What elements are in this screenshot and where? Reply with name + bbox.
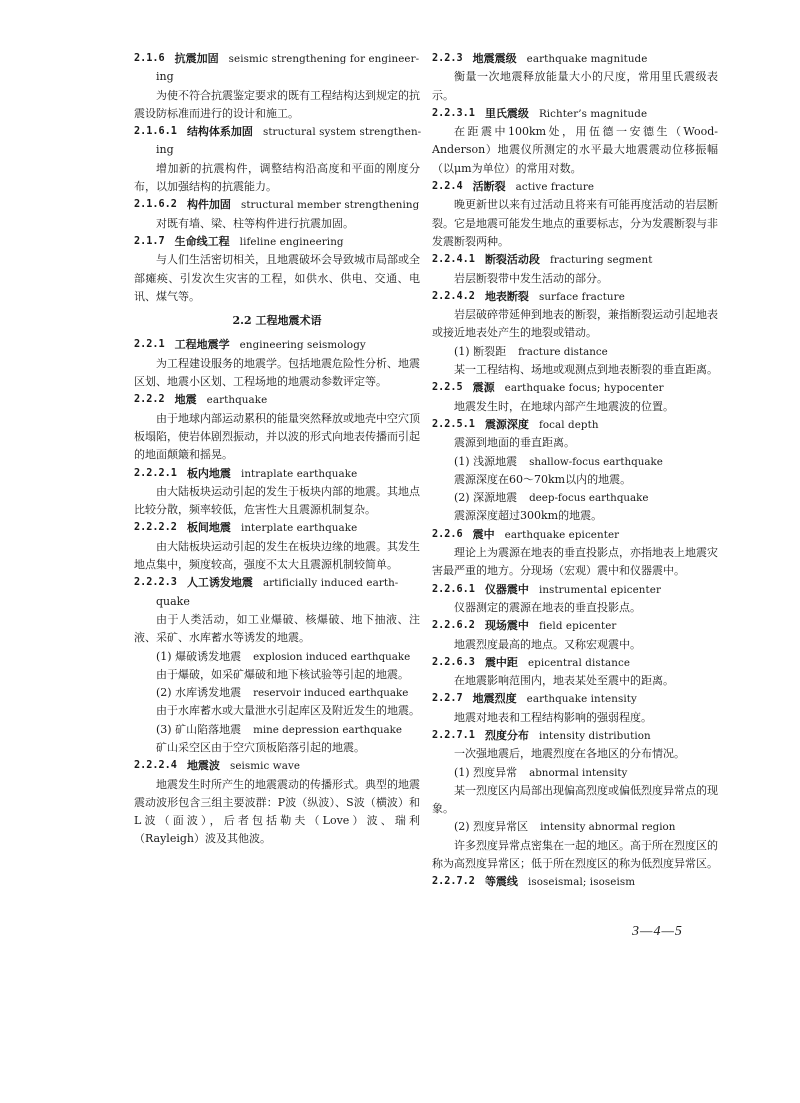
term-heading [432, 581, 718, 599]
term-chinese: 现场震中 [484, 619, 529, 633]
definition-paragraph: 一次强地震后，地震烈度在各地区的分布情况。 [454, 747, 685, 761]
definition-paragraph: 晚更新世以来有过活动且将来有可能再度活动的岩层断裂。它是地震可能发生地点的重要标志，分为发震断裂与非发震断裂两种。 [432, 198, 718, 248]
term-english: surface fracture [538, 290, 625, 303]
term-number: 2.2.2 [134, 394, 165, 406]
term-number: 2.2.1 [134, 339, 165, 351]
term-chinese: 板内地震 [186, 466, 231, 480]
term-english: isoseismal; isoseism [527, 876, 636, 889]
term-heading [432, 251, 718, 269]
term-english: focal depth [538, 418, 599, 431]
term-heading [432, 105, 718, 123]
term-heading [432, 416, 718, 434]
sub-term-english: abnormal intensity [529, 766, 628, 779]
term-heading [432, 379, 718, 397]
definition-paragraph: 由于爆破，如采矿爆破和地下核试验等引起的地震。 [156, 667, 409, 681]
definition-paragraph: 对既有墙、梁、柱等构件进行抗震加固。 [156, 216, 354, 230]
term-heading [432, 690, 718, 708]
definition-paragraph: 岩层断裂带中发生活动的部分。 [454, 271, 608, 285]
definition-paragraph: 增加新的抗震构件，调整结构沿高度和平面的刚度分布，以加强结构的抗震能力。 [134, 161, 420, 194]
term-english: active fracture [515, 181, 595, 194]
term-chinese: 里氏震级 [484, 106, 529, 120]
term-number: 2.2.2.1 [134, 467, 177, 479]
term-chinese: 工程地震学 [174, 338, 230, 352]
definition-paragraph: ing [156, 70, 174, 84]
sub-term-label: (1) 浅源地震 [454, 454, 518, 468]
term-number: 2.1.6.2 [134, 199, 177, 211]
term-chinese: 活断裂 [472, 180, 506, 194]
term-english: earthquake intensity [526, 693, 637, 706]
term-number: 2.2.6.2 [432, 620, 475, 632]
term-english: fracturing segment [549, 254, 653, 267]
sub-term-label: (3) 矿山陷落地震 [156, 722, 242, 736]
term-number: 2.2.7 [432, 693, 463, 705]
term-chinese: 生命线工程 [174, 234, 230, 248]
term-english: artificially induced earth- [262, 577, 399, 590]
sub-term-english: explosion induced earthquake [253, 650, 411, 663]
sub-term-label: (1) 断裂距 [454, 344, 507, 358]
term-english: seismic wave [229, 760, 301, 773]
sub-term [432, 453, 718, 471]
term-heading [432, 654, 718, 672]
definition-paragraph: 地震对地表和工程结构影响的强弱程度。 [454, 710, 652, 724]
definition-paragraph: 为使不符合抗震鉴定要求的既有工程结构达到规定的抗震设防标准而进行的设计和施工。 [134, 88, 420, 120]
definition-paragraph: ing [156, 143, 174, 157]
term-heading [134, 574, 420, 592]
definition-paragraph: 为工程建设服务的地震学。包括地震危险性分析、地震区划、地震小区划、工程场地的地震动参数评定等。 [134, 356, 420, 389]
term-english: earthquake epicenter [504, 528, 620, 541]
term-english: seismic strengthening for engineer- [228, 53, 420, 65]
term-chinese: 结构体系加固 [186, 125, 253, 139]
term-number: 2.2.2.4 [134, 760, 177, 772]
term-number: 2.2.2.3 [134, 577, 177, 589]
sub-term-label: (2) 烈度异常区 [454, 820, 529, 834]
sub-term-label: (2) 深源地震 [454, 491, 518, 505]
term-heading [432, 727, 718, 745]
term-heading [134, 50, 420, 68]
definition-paragraph: 震源到地面的垂直距离。 [454, 436, 575, 450]
term-english: intensity distribution [538, 729, 651, 742]
term-chinese: 地表断裂 [484, 289, 529, 303]
term-number: 2.2.3 [432, 53, 463, 64]
term-number: 2.1.6 [134, 53, 165, 64]
definition-paragraph: 与人们生活密切相关，且地震破坏会导致城市局部或全部瘫痪、引发次生灾害的工程，如供水、供电、交通、电讯、煤气等。 [134, 253, 420, 303]
term-english: lifeline engineering [239, 235, 344, 248]
term-number: 2.2.5 [432, 382, 463, 394]
definition-paragraph: 由大陆板块运动引起的发生于板块内部的地震。其地点比较分散，频率较低，危害性大且震源机制复杂。 [134, 484, 420, 517]
term-number: 2.1.6.1 [134, 126, 177, 138]
definition-paragraph: 许多烈度异常点密集在一起的地区。高于所在烈度区的称为高烈度异常区；低于所在烈度区的称为低烈度异常区。 [432, 838, 718, 871]
term-number: 2.2.2.2 [134, 522, 177, 534]
term-number: 2.2.4.2 [432, 290, 475, 302]
term-chinese: 构件加固 [186, 198, 231, 212]
definition-paragraph: 矿山采空区由于空穴顶板陷落引起的地震。 [156, 740, 365, 754]
definition-paragraph: 在距震中100km处，用伍德一安德生（Wood-Anderson）地震仪所测定的水平最大地震震动位移振幅（以μm为单位）的常用对数。 [432, 125, 718, 175]
term-heading [134, 123, 420, 141]
term-chinese: 震源深度 [484, 417, 529, 431]
term-heading [134, 519, 420, 537]
term-chinese: 人工诱发地震 [186, 576, 253, 590]
term-heading [432, 617, 718, 635]
term-heading [432, 288, 718, 306]
definition-paragraph: 仪器测定的震源在地表的垂直投影点。 [454, 600, 641, 614]
definition-paragraph: 地震烈度最高的地点。又称宏观震中。 [454, 637, 641, 651]
definition-paragraph: 由于水库蓄水或大量泄水引起库区及附近发生的地震。 [156, 704, 420, 718]
term-english: earthquake focus; hypocenter [504, 382, 664, 395]
section-heading: 2.2 工程地震术语 [232, 314, 322, 328]
sub-term [432, 489, 718, 507]
term-chinese: 震中 [472, 527, 495, 541]
definition-paragraph: 某一工程结构、场地或观测点到地表断裂的垂直距离。 [454, 363, 718, 377]
sub-term-english: mine depression earthquake [253, 723, 403, 736]
term-number: 2.2.6.1 [432, 583, 475, 595]
sub-term [432, 764, 718, 782]
term-english: structural system strengthen- [262, 126, 422, 139]
definition-paragraph: 在地震影响范围内，地表某处至震中的距离。 [454, 674, 674, 688]
term-english: epicentral distance [527, 656, 631, 669]
sub-term-english: reservoir induced earthquake [253, 687, 409, 700]
term-english: Richter’s magnitude [538, 107, 648, 120]
term-number: 2.1.7 [134, 235, 165, 247]
page-number: 3—4—5 [632, 924, 683, 939]
term-english: earthquake magnitude [526, 53, 648, 65]
term-chinese: 地震烈度 [472, 692, 517, 706]
sub-term-label: (1) 爆破诱发地震 [156, 649, 242, 663]
definition-paragraph: 由于地球内部运动累积的能量突然释放或地壳中空穴顶板塌陷，使岩体剧烈振动，并以波的形式向地表传播而引起的地面颠簸和摇晃。 [134, 411, 420, 462]
term-chinese: 烈度分布 [484, 728, 529, 742]
term-heading [134, 196, 420, 214]
term-heading [432, 50, 718, 68]
definition-paragraph: 震源深度超过300km的地震。 [454, 509, 603, 523]
left-column [134, 50, 420, 849]
definition-paragraph: 地震发生时所产生的地震震动的传播形式。典型的地震震动波形包含三组主要波群：P波（纵波）、S波（横波）和L波（面波），后者包括勒夫（Love）波、瑞利（Rayleigh）波及其他波。 [134, 777, 420, 846]
term-chinese: 震源 [472, 381, 495, 395]
term-english: engineering seismology [239, 339, 366, 352]
term-heading [134, 757, 420, 775]
term-number: 2.2.6.3 [432, 656, 475, 668]
term-english: earthquake [206, 394, 268, 407]
sub-term [134, 684, 420, 702]
term-chinese: 地震 [174, 393, 197, 407]
term-heading [134, 336, 420, 354]
sub-term-english: fracture distance [518, 345, 608, 358]
definition-paragraph: 由大陆板块运动引起的发生在板块边缘的地震。其发生地点集中，频度较高，强度不太大且震源机制较简单。 [134, 539, 420, 572]
term-chinese: 断裂活动段 [484, 253, 540, 267]
term-heading [432, 873, 718, 891]
term-heading [134, 391, 420, 409]
sub-term [432, 343, 718, 361]
term-chinese: 地震波 [186, 759, 220, 773]
term-number: 2.2.7.2 [432, 876, 475, 888]
term-english: instrumental epicenter [538, 583, 661, 596]
definition-paragraph: quake [156, 594, 190, 608]
definition-paragraph: 震源深度在60～70km以内的地震。 [454, 472, 632, 486]
right-column [432, 50, 718, 892]
term-chinese: 等震线 [484, 875, 518, 889]
term-chinese: 板间地震 [186, 521, 231, 535]
definition-paragraph: 地震发生时，在地球内部产生地震波的位置。 [454, 399, 674, 413]
term-chinese: 仪器震中 [484, 582, 529, 596]
term-english: interplate earthquake [240, 522, 358, 535]
term-heading [432, 526, 718, 544]
sub-term-english: intensity abnormal region [540, 821, 676, 834]
sub-term-label: (2) 水库诱发地震 [156, 686, 242, 700]
term-english: structural member strengthening [240, 199, 420, 212]
term-english: field epicenter [538, 620, 617, 633]
sub-term [432, 818, 718, 836]
sub-term [134, 721, 420, 739]
term-chinese: 地震震级 [472, 52, 517, 65]
term-number: 2.2.3.1 [432, 107, 475, 119]
term-heading [134, 465, 420, 483]
sub-term-english: deep-focus earthquake [529, 492, 649, 505]
sub-term [134, 648, 420, 666]
definition-paragraph: 岩层破碎带延伸到地表的断裂，兼指断裂运动引起地表或接近地表处产生的地裂或错动。 [432, 308, 718, 340]
term-number: 2.2.4 [432, 181, 463, 193]
term-heading [432, 178, 718, 196]
term-number: 2.2.5.1 [432, 418, 475, 430]
term-english: intraplate earthquake [240, 467, 358, 480]
term-number: 2.2.4.1 [432, 254, 475, 266]
definition-paragraph: 某一烈度区内局部出现偏高烈度或偏低烈度异常点的现象。 [432, 783, 718, 816]
term-chinese: 震中距 [484, 655, 518, 669]
sub-term-english: shallow-focus earthquake [529, 455, 663, 468]
definition-paragraph: 衡量一次地震释放能量大小的尺度，常用里氏震级表示。 [432, 70, 718, 102]
term-chinese: 抗震加固 [174, 52, 219, 65]
term-number: 2.2.7.1 [432, 729, 475, 741]
definition-paragraph: 理论上为震源在地表的垂直投影点，亦指地表上地震灾害最严重的地方。分现场（宏观）震中和仪器震中。 [432, 546, 718, 578]
term-heading [134, 233, 420, 251]
definition-paragraph: 由于人类活动，如工业爆破、核爆破、地下抽液、注液、采矿、水库蓄水等诱发的地震。 [134, 612, 420, 645]
sub-term-label: (1) 烈度异常 [454, 765, 518, 779]
term-number: 2.2.6 [432, 528, 463, 540]
